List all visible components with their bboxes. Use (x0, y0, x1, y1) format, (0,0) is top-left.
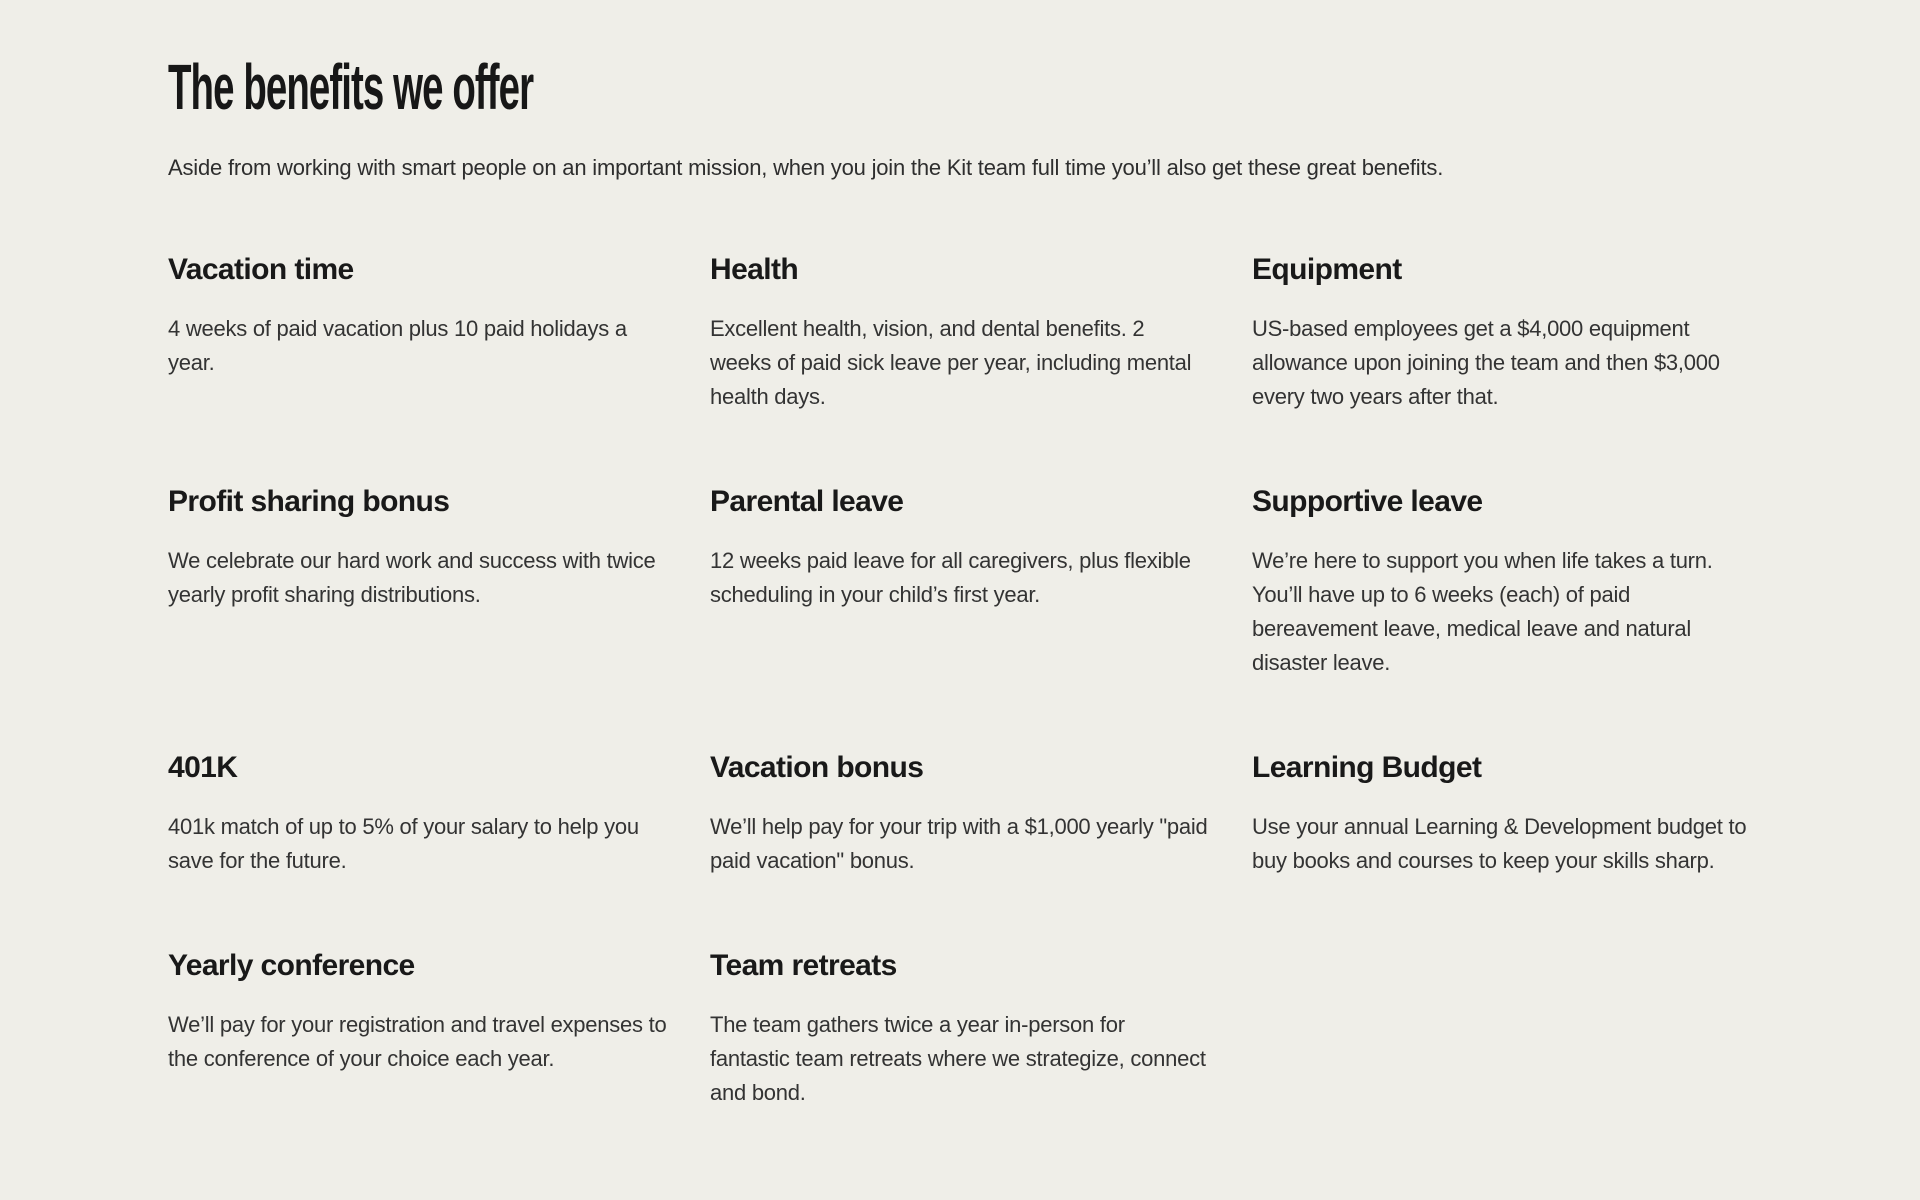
benefits-grid (168, 252, 1752, 1110)
benefit-card-equipment (1252, 252, 1752, 414)
benefit-card-team-retreats (710, 948, 1210, 1110)
benefit-description: Use your annual Learning & Development budget to buy books and courses to keep your skills sharp. (1252, 813, 1747, 873)
benefit-description: 401k match of up to 5% of your salary to help you save for the future. (168, 813, 639, 873)
benefit-card-401k (168, 750, 668, 878)
page-title (168, 52, 1752, 124)
benefit-description: 12 weeks paid leave for all caregivers, plus flexible scheduling in your child’s first year. (710, 547, 1191, 607)
benefit-description: 4 weeks of paid vacation plus 10 paid holidays a year. (168, 315, 627, 375)
benefit-heading: Team retreats (710, 948, 897, 982)
benefit-heading: Vacation time (168, 252, 354, 286)
benefit-description: We’re here to support you when life takes a turn. You’ll have up to 6 weeks (each) of paid bereavement leave, medical leave and natural disaster leave. (1252, 547, 1713, 675)
benefit-card-profit-sharing-bonus (168, 484, 668, 680)
benefit-heading: Health (710, 252, 799, 286)
benefit-card-learning-budget (1252, 750, 1752, 878)
benefit-description: We celebrate our hard work and success with twice yearly profit sharing distributions. (168, 547, 656, 607)
benefit-description: We’ll help pay for your trip with a $1,000 yearly "paid paid vacation" bonus. (710, 813, 1208, 873)
benefit-heading: Vacation bonus (710, 750, 924, 784)
benefit-heading: 401K (168, 750, 238, 784)
benefit-description: Excellent health, vision, and dental benefits. 2 weeks of paid sick leave per year, including mental health days. (710, 315, 1192, 409)
benefit-heading: Supportive leave (1252, 484, 1483, 518)
benefit-card-vacation-bonus (710, 750, 1210, 878)
page-title-text: The benefits we offer (168, 51, 534, 123)
benefit-heading: Learning Budget (1252, 750, 1482, 784)
benefit-heading: Profit sharing bonus (168, 484, 450, 518)
benefit-card-supportive-leave (1252, 484, 1752, 680)
benefits-section (168, 0, 1752, 1110)
benefit-description: We’ll pay for your registration and travel expenses to the conference of your choice each year. (168, 1011, 667, 1071)
benefit-card-yearly-conference (168, 948, 668, 1110)
benefit-card-parental-leave (710, 484, 1210, 680)
benefit-heading: Yearly conference (168, 948, 415, 982)
benefit-description: US-based employees get a $4,000 equipment allowance upon joining the team and then $3,000 every two years after that. (1252, 315, 1720, 409)
benefit-description: The team gathers twice a year in-person for fantastic team retreats where we strategize, connect and bond. (710, 1011, 1206, 1105)
page-subtitle: Aside from working with smart people on an important mission, when you join the Kit team full time you’ll also get these great benefits. (168, 154, 1444, 180)
benefit-card-vacation-time (168, 252, 668, 414)
benefit-heading: Parental leave (710, 484, 904, 518)
benefit-heading: Equipment (1252, 252, 1402, 286)
benefit-card-health (710, 252, 1210, 414)
